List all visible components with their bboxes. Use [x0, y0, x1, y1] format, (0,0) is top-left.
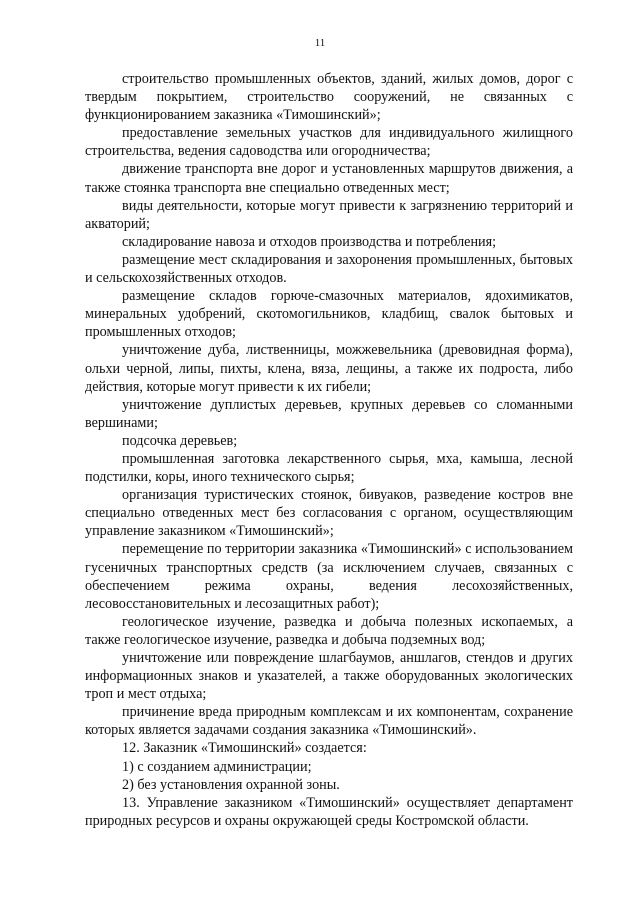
- paragraph: перемещение по территории заказника «Тимошинский» с использованием гусеничных транспортных средств (за исключением случаев, связанных с обеспечением режима охраны, ведения лесохозяйственных, лесовосстановительных и лесозащитных работ);: [85, 541, 573, 612]
- paragraph: организация туристических стоянок, бивуаков, разведение костров вне специально отведенных мест без согласования с органом, осуществляющим управление заказником «Тимошинский»;: [85, 487, 573, 540]
- paragraph: строительство промышленных объектов, зданий, жилых домов, дорог с твердым покрытием, строительство сооружений, не связанных с функционированием заказника «Тимошинский»;: [85, 71, 573, 124]
- page-number: 11: [314, 37, 326, 49]
- list-item: 2) без установления охранной зоны.: [122, 776, 340, 793]
- paragraph: уничтожение дуплистых деревьев, крупных деревьев со сломанными вершинами;: [85, 396, 573, 431]
- paragraph: промышленная заготовка лекарственного сырья, мха, камыша, лесной подстилки, коры, иного технического сырья;: [85, 450, 573, 486]
- paragraph: движение транспорта вне дорог и установленных маршрутов движения, а также стоянка транспорта вне специально отведенных мест;: [85, 161, 573, 196]
- document-body: [85, 70, 573, 830]
- paragraph: складирование навоза и отходов производства и потребления;: [122, 233, 497, 250]
- section-heading-12: 12. Заказник «Тимошинский» создается:: [122, 740, 367, 757]
- paragraph: размещение складов горюче-смазочных материалов, ядохимикатов, минеральных удобрений, скотомогильников, кладбищ, свалок бытовых и промышленных отходов;: [85, 288, 573, 341]
- paragraph: виды деятельности, которые могут привести к загрязнению территорий и акваторий;: [85, 197, 573, 232]
- paragraph: предоставление земельных участков для индивидуального жилищного строительства, ведения садоводства или огородничества;: [85, 125, 573, 160]
- paragraph: размещение мест складирования и захоронения промышленных, бытовых и сельскохозяйственных отходов.: [85, 251, 573, 287]
- paragraph: уничтожение дуба, лиственницы, можжевельника (древовидная форма), ольхи черной, липы, пихты, клена, вяза, лещины, а также их подроста, либо действия, которые могут привести к их гибели;: [85, 342, 573, 395]
- paragraph: подсочка деревьев;: [122, 432, 238, 449]
- paragraph: геологическое изучение, разведка и добыча полезных ископаемых, а также геологическое изучение, разведка и добыча подземных вод;: [85, 613, 573, 648]
- section-paragraph-13: 13. Управление заказником «Тимошинский» осуществляет департамент природных ресурсов и охраны окружающей среды Костромской области.: [85, 794, 573, 829]
- paragraph: причинение вреда природным комплексам и их компонентам, сохранение которых является задачами создания заказника «Тимошинский».: [85, 704, 573, 739]
- list-item: 1) с созданием администрации;: [122, 758, 312, 775]
- paragraph: уничтожение или повреждение шлагбаумов, аншлагов, стендов и других информационных знаков и указателей, а также оборудованных экологических троп и мест отдыха;: [85, 650, 573, 703]
